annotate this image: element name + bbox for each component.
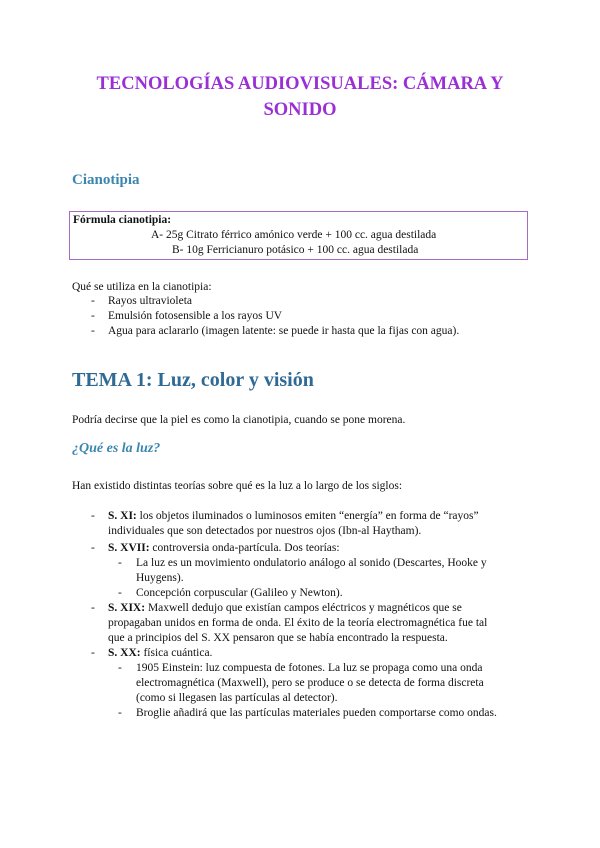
list-item-text: Maxwell dedujo que existían campos eléctricos y magnéticos que se [147,602,462,614]
list-item-text: individuales que son detectados por nuestros ojos (Ibn-al Haytham). [108,525,422,537]
century-label: S. XX: [108,647,141,659]
list-dash: - [91,602,95,614]
century-label: S. XI: [108,510,137,522]
tema-heading: TEMA 1: Luz, color y visión [72,369,314,391]
list-dash: - [118,557,122,569]
uses-intro: Qué se utiliza en la cianotipia: [72,281,212,293]
list-item-text: Emulsión fotosensible a los rayos UV [108,310,283,322]
list-item-text: física cuántica. [143,647,213,659]
list-item-text: Broglie añadirá que las partículas materiales pueden comportarse como ondas. [136,707,497,719]
list-item-text: Agua para aclararlo (imagen latente: se puede ir hasta que la fijas con agua). [108,325,460,337]
list-dash: - [91,325,95,337]
list-dash: - [91,310,95,322]
list-dash: - [91,542,95,554]
list-item-text: (como si llegasen las partículas al detector). [136,692,338,704]
list-dash: - [91,647,95,659]
list-item-text: controversia onda-partícula. Dos teorías: [152,542,340,554]
list-item-text: La luz es un movimiento ondulatorio análogo al sonido (Descartes, Hooke y [136,557,487,569]
list-item-text: electromagnética (Maxwell), pero se produce o se detecta de forma discreta [136,677,484,689]
list-dash: - [118,662,122,674]
list-item-text: los objetos iluminados o luminosos emiten “energía” en forma de “rayos” [139,510,479,522]
century-label: S. XVII: [108,542,150,554]
section-heading-cianotipia: Cianotipia [72,172,140,188]
list-item-text: Concepción corpuscular (Galileo y Newton). [136,587,343,599]
list-item-text: propagaban unidos en forma de onda. El éxito de la teoría electromagnética fue tal [108,617,488,629]
formula-box [69,211,528,260]
list-item-text: Huygens). [136,572,184,584]
document-title: TECNOLOGÍAS AUDIOVISUALES: CÁMARA Y SONIDO [96,74,504,120]
formula-line-b: B- 10g Ferricianuro potásico + 100 cc. agua destilada [172,244,419,256]
formula-title: Fórmula cianotipia: [73,214,172,226]
question-heading: ¿Qué es la luz? [72,441,161,456]
list-item-text: que a principios del S. XX pensaron que se había encontrado la respuesta. [108,632,448,644]
list-dash: - [91,510,95,522]
list-dash: - [91,295,95,307]
question-intro: Han existido distintas teorías sobre qué es la luz a lo largo de los siglos: [72,480,403,492]
formula-line-a: A- 25g Citrato férrico amónico verde + 100 cc. agua destilada [151,229,437,241]
list-item-text: Rayos ultravioleta [108,295,192,307]
list-dash: - [118,707,122,719]
century-label: S. XIX: [108,602,146,614]
list-dash: - [118,587,122,599]
tema-intro: Podría decirse que la piel es como la cianotipia, cuando se pone morena. [72,414,406,426]
list-item-text: 1905 Einstein: luz compuesta de fotones. La luz se propaga como una onda [136,662,483,674]
